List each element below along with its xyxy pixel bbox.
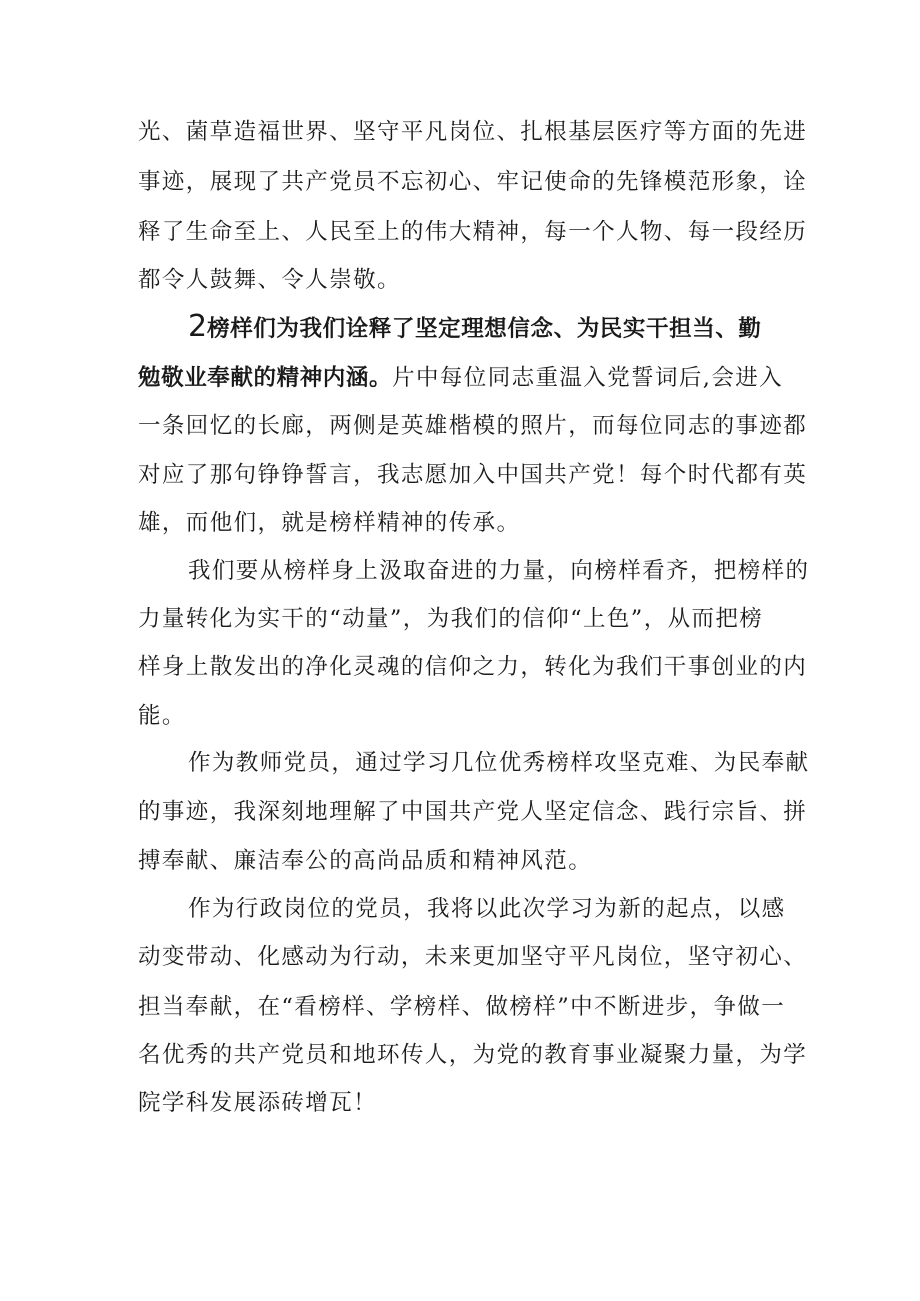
text-line: 雄，而他们，就是榜样精神的传承。 <box>138 510 521 536</box>
text-line: 一条回忆的长廊，两侧是英雄楷模的照片，而每位同志的事迹都 <box>138 413 808 439</box>
text-line: 的事迹，我深刻地理解了中国共产党人坚定信念、践行宗旨、拼 <box>138 799 808 825</box>
text-line: 力量转化为实干的“动量”，为我们的信仰“上色”，从而把榜 <box>138 606 764 632</box>
text-line: 院学科发展添砖增瓦！ <box>138 1090 378 1116</box>
text-line: 样身上散发出的净化灵魂的信仰之力，转化为我们干事创业的内 <box>138 654 808 680</box>
text-line: 事迹，展现了共产党员不忘初心、牢记使命的先锋模范形象，诠 <box>138 169 808 195</box>
heading-line <box>188 309 798 344</box>
text-line: 我们要从榜样身上汲取奋进的力量，向榜样看齐，把榜样的 <box>188 558 810 584</box>
text-line: 动变带动、化感动为行动，未来更加坚守平凡岗位，坚守初心、 <box>138 944 808 970</box>
text-line: 搏奉献、廉洁奉公的高尚品质和精神风范。 <box>138 848 593 874</box>
text-line: 名优秀的共产党员和地环传人，为党的教育事业凝聚力量，为学 <box>138 1042 808 1068</box>
heading-text: 榜样们为我们诠释了坚定理想信念、为民实干担当、勤 <box>207 316 762 342</box>
heading-number: 2 <box>188 309 208 344</box>
text-line: 作为行政岗位的党员，我将以此次学习为新的起点，以感 <box>188 896 786 922</box>
heading-continuation-line <box>138 363 798 393</box>
heading-text-end: 勉敬业奉献的精神内涵。 <box>138 365 393 391</box>
text-line: 作为教师党员，通过学习几位优秀榜样攻坚克难、为民奉献 <box>188 750 810 776</box>
text-line: 释了生命至上、人民至上的伟大精神，每一个人物、每一段经历 <box>138 219 808 245</box>
text-line: 担当奉献，在“看榜样、学榜样、做榜样”中不断进步，争做一 <box>138 994 786 1020</box>
text-line: 对应了那句铮铮誓言，我志愿加入中国共产党！每个时代都有英 <box>138 462 808 488</box>
body-text: 片中每位同志重温入党誓词后,会进入 <box>392 365 784 391</box>
text-line: 都令人鼓舞、令人崇敬。 <box>138 267 401 293</box>
text-line: 能。 <box>138 703 186 729</box>
text-line: 光、菌草造福世界、坚守平凡岗位、扎根基层医疗等方面的先进 <box>138 119 808 145</box>
